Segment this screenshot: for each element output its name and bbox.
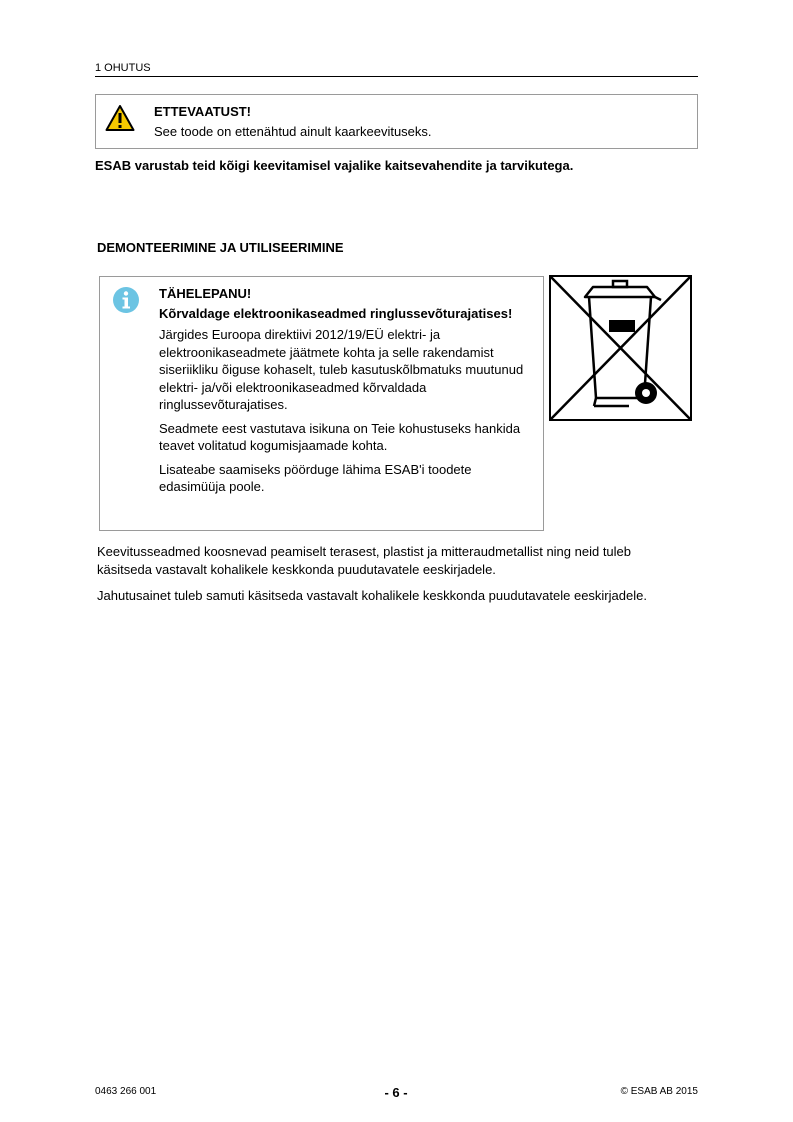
caution-title: ETTEVAATUST!: [154, 104, 252, 119]
page-header: [95, 62, 698, 77]
notice-title: TÄHELEPANU!: [159, 286, 252, 301]
notice-paragraph: Järgides Euroopa direktiivi 2012/19/EÜ elektri- ja elektroonikaseadmete jäätmete kohta ja selle rakendamist siseriikliku õiguse kohaselt, tuleb kasutuskõlbmatuks muutunud elektri- ja/või elektroonikaseadmed kõrvaldada ringlussevõturajatises.: [159, 327, 524, 412]
footer-page-number: - 6 -: [384, 1085, 408, 1100]
warning-triangle-icon: [105, 104, 135, 132]
section-label: 1 OHUTUS: [95, 62, 151, 74]
caution-text: See toode on ettenähtud ainult kaarkeevituseks.: [154, 124, 432, 139]
notice-content: [159, 285, 531, 502]
body-paragraph: Keevitusseadmed koosnevad peamiselt terasest, plastist ja mitteraudmetallist ning neid tuleb käsitseda vastavalt kohalikele keskkonda puudutavatele eeskirjadele.: [97, 544, 632, 577]
crossed-out-wheelie-bin-icon: [549, 275, 692, 421]
notice-paragraph: Lisateabe saamiseks pöörduge lähima ESAB'i toodete edasimüüja poole.: [159, 461, 472, 494]
footer-doc-number: 0463 266 001: [95, 1086, 157, 1097]
esab-statement: ESAB varustab teid kõigi keevitamisel vajalike kaitsevahendite ja tarvikutega.: [95, 158, 574, 173]
section-heading: DEMONTEERIMINE JA UTILISEERIMINE: [97, 240, 344, 255]
notice-subtitle: Kõrvaldage elektroonikaseadmed ringlussevõturajatises!: [159, 305, 513, 321]
notice-paragraph: Seadmete eest vastutava isikuna on Teie kohustuseks hankida teavet volitatud kogumisjaamade kohta.: [159, 420, 521, 453]
info-icon: [113, 287, 139, 313]
body-paragraph: Jahutusainet tuleb samuti käsitseda vastavalt kohalikele keskkonda puudutavatele eeskirjadele.: [97, 588, 647, 603]
notice-box: [99, 276, 544, 531]
footer-copyright: © ESAB AB 2015: [620, 1086, 698, 1097]
caution-box: [95, 94, 698, 149]
